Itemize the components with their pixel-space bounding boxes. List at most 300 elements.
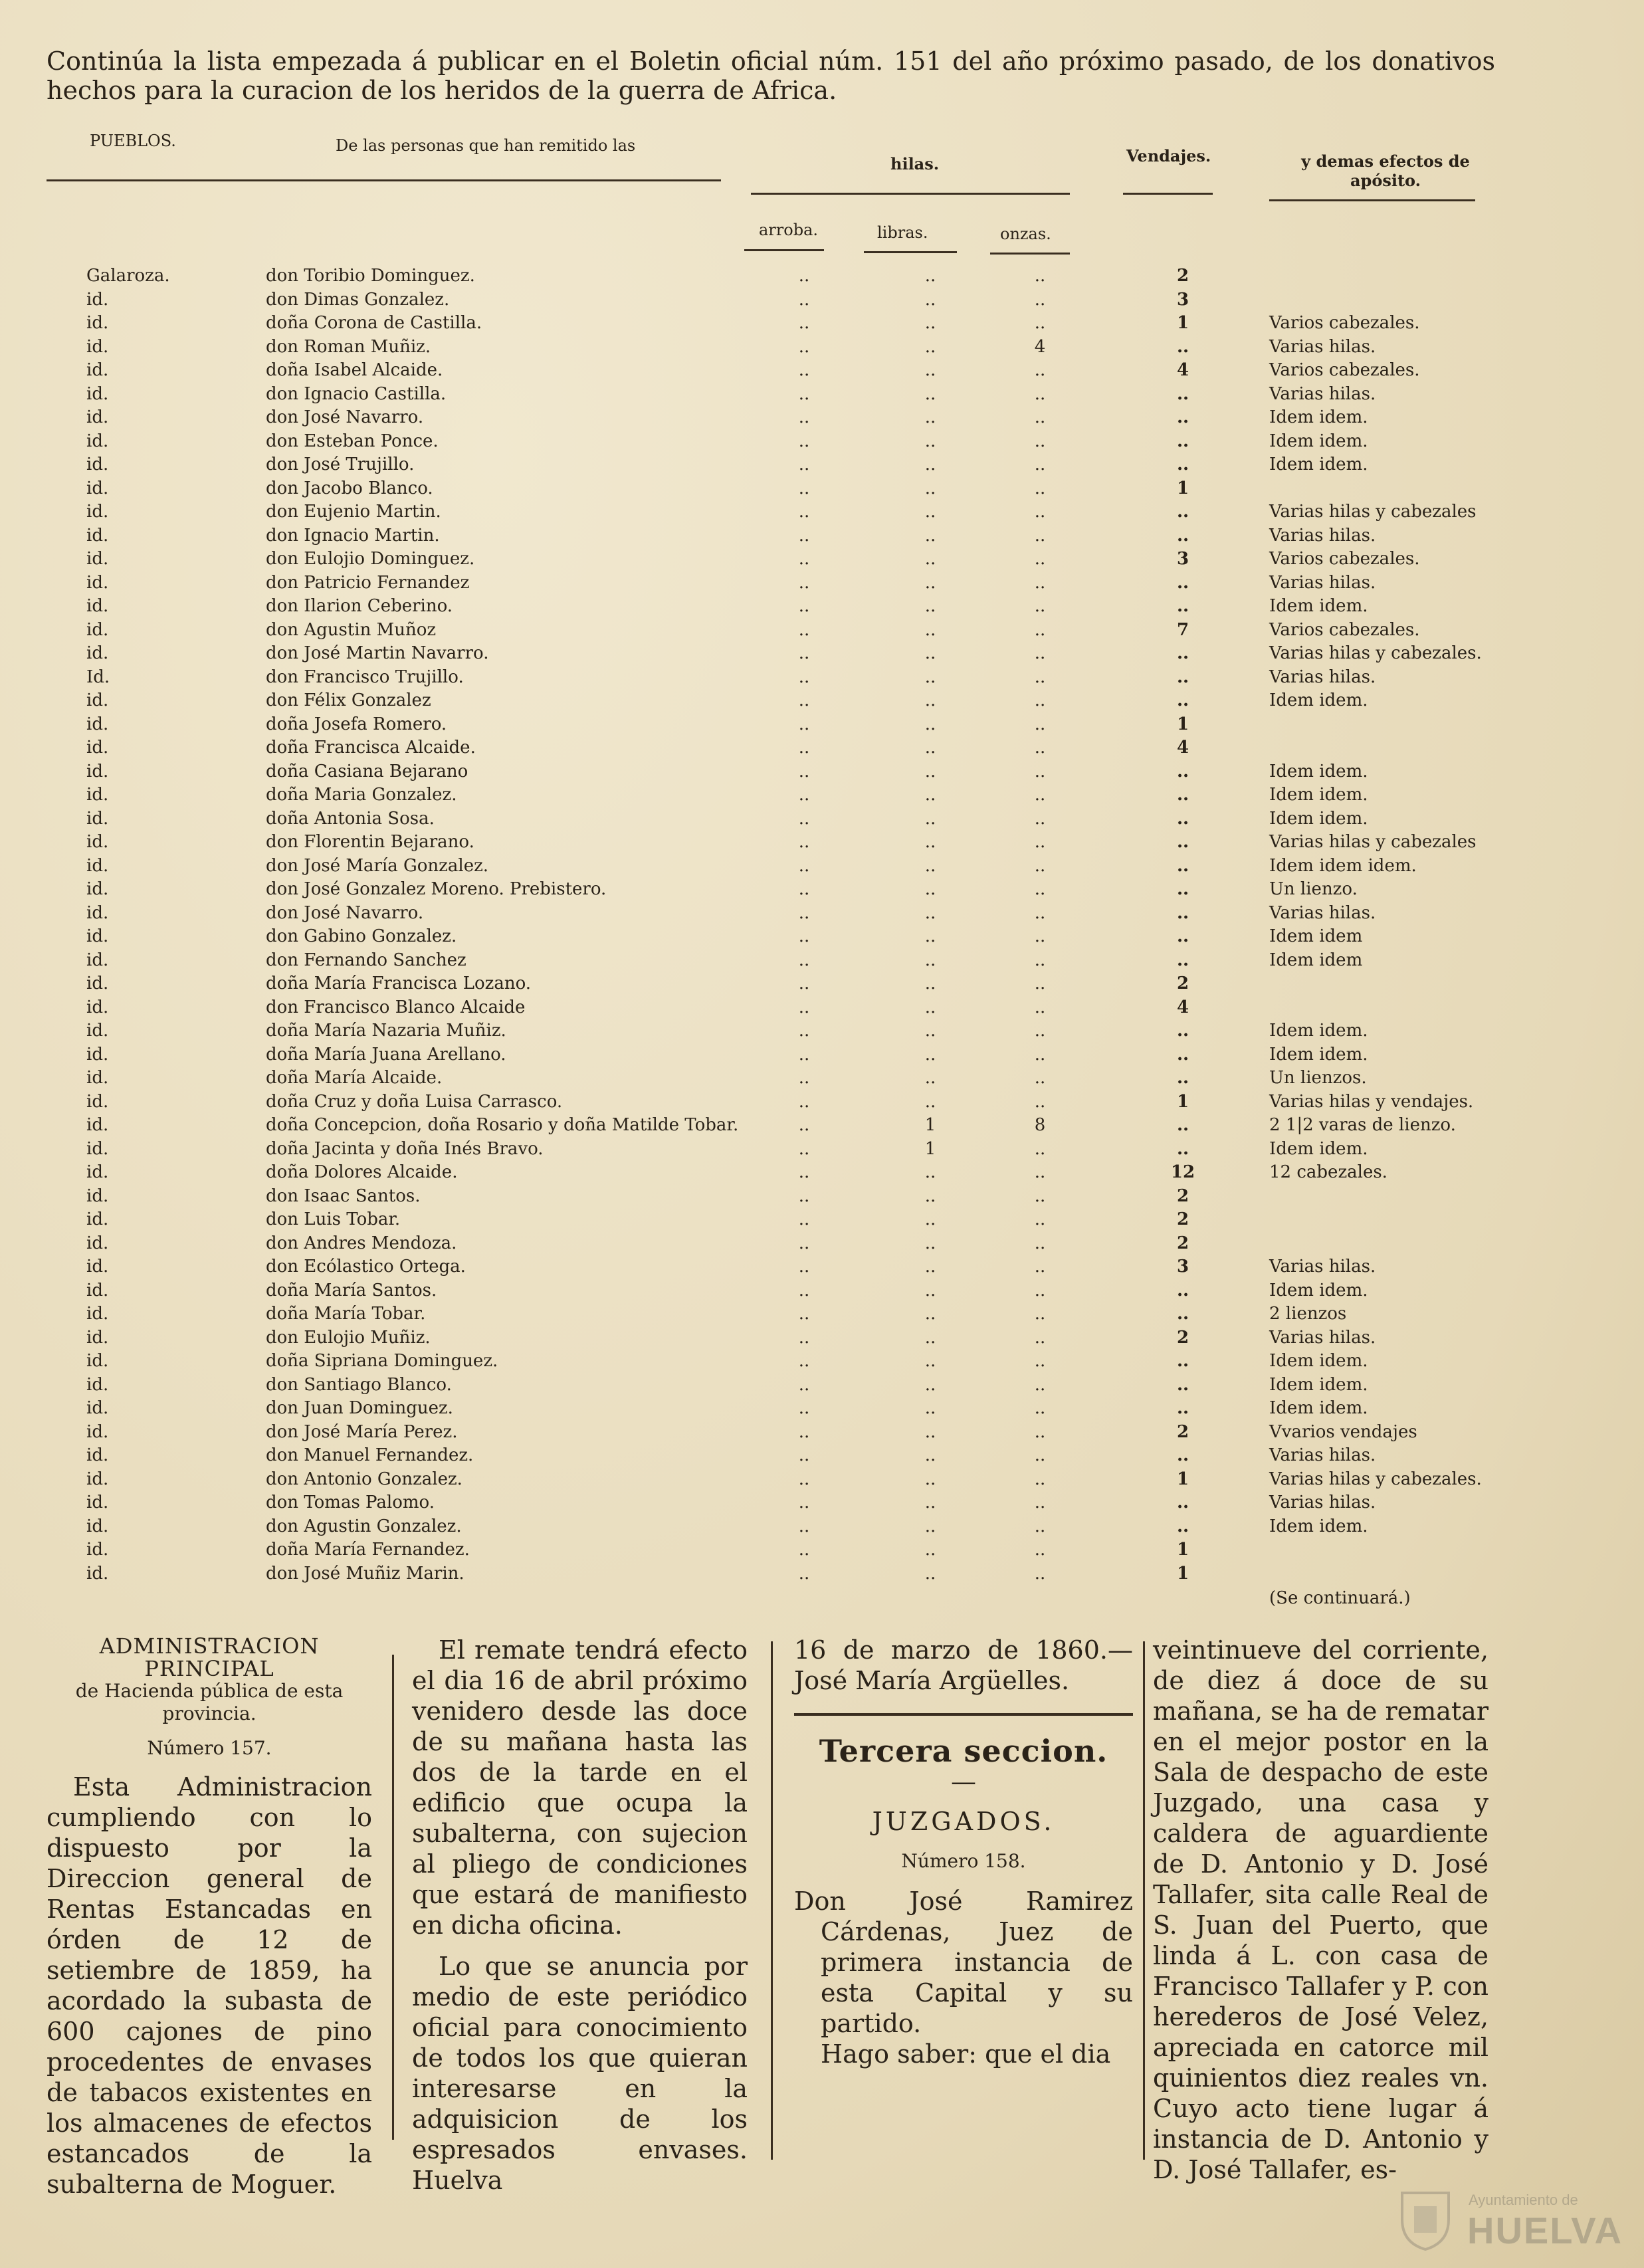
cell-onzas: .. [1034, 1445, 1046, 1465]
cell-libras: .. [924, 785, 936, 805]
cell-arroba: .. [798, 690, 810, 710]
cell-name: doña Corona de Castilla. [266, 313, 482, 333]
cell-libras: .. [924, 902, 936, 923]
table-row [0, 1208, 1644, 1231]
cell-efectos: Idem idem [1269, 950, 1363, 970]
cell-libras: .. [924, 1327, 936, 1348]
cell-name: don Florentin Bejarano. [266, 832, 474, 852]
cell-vendajes: .. [1176, 1044, 1189, 1065]
cell-name: don José Gonzalez Moreno. Prebistero. [266, 879, 607, 899]
cell-pueblo: id. [86, 1493, 109, 1512]
table-row [0, 949, 1644, 972]
cell-arroba: .. [798, 266, 810, 286]
cell-libras: .. [924, 383, 936, 404]
cell-pueblo: Galaroza. [86, 266, 170, 286]
cell-libras: .. [924, 1257, 936, 1277]
admin-title: ADMINISTRACION PRINCIPAL [99, 1633, 320, 1681]
cell-name: don Roman Muñiz. [266, 336, 431, 357]
cell-vendajes: 4 [1176, 360, 1189, 380]
cell-arroba: .. [798, 478, 810, 498]
header-arroba: arroba. [759, 221, 819, 239]
cell-pueblo: id. [86, 336, 109, 357]
cell-onzas: .. [1034, 478, 1046, 498]
cell-arroba: .. [798, 1280, 810, 1300]
cell-arroba: .. [798, 1493, 810, 1512]
cell-arroba: .. [798, 1186, 810, 1206]
table-row [0, 807, 1644, 831]
cell-name: doña Maria Gonzalez. [266, 785, 457, 805]
cell-arroba: .. [798, 1304, 810, 1324]
cell-name: don Ilarion Ceberino. [266, 596, 453, 616]
header-rule-left [47, 179, 721, 181]
cell-arroba: .. [798, 997, 810, 1017]
cell-vendajes: 3 [1176, 289, 1189, 310]
table-row [0, 642, 1644, 665]
header-rule-hilas [751, 193, 1070, 195]
cell-vendajes: 4 [1176, 738, 1189, 758]
cell-pueblo: id. [86, 1304, 109, 1324]
cell-arroba: .. [798, 1209, 810, 1229]
cell-efectos: Idem idem [1269, 926, 1363, 946]
cell-onzas: .. [1034, 549, 1046, 569]
cell-efectos: Varias hilas. [1269, 525, 1376, 546]
cell-libras: .. [924, 1280, 936, 1300]
cell-onzas: .. [1034, 1068, 1046, 1088]
cell-vendajes: .. [1176, 1351, 1189, 1371]
cell-vendajes: 2 [1176, 1209, 1189, 1229]
cell-vendajes: .. [1176, 1304, 1189, 1324]
table-row [0, 1444, 1644, 1467]
cell-libras: .. [924, 1162, 936, 1182]
cell-vendajes: 2 [1176, 1421, 1189, 1442]
cell-pueblo: id. [86, 431, 109, 451]
cell-arroba: .. [798, 549, 810, 569]
cell-libras: .. [924, 360, 936, 380]
cell-efectos: 12 cabezales. [1269, 1162, 1387, 1182]
cell-onzas: .. [1034, 1091, 1046, 1112]
cell-pueblo: id. [86, 525, 109, 546]
section-rule [794, 1713, 1133, 1716]
cell-name: don José Navarro. [266, 407, 424, 427]
header-rule-arroba [744, 249, 824, 251]
cell-arroba: .. [798, 1421, 810, 1442]
cell-pueblo: id. [86, 596, 109, 616]
cell-arroba: .. [798, 313, 810, 333]
cell-arroba: .. [798, 1162, 810, 1182]
cell-arroba: .. [798, 360, 810, 380]
cell-pueblo: id. [86, 1374, 109, 1395]
remate-p1: El remate tendrá efecto el dia 16 de abril próximo venidero desde las doce de su mañana hasta las dos de la tarde en el edificio que ocupa la subalterna, con sujecion al pliego de condiciones que estará de manifiesto en dicha oficina. [412, 1635, 748, 1940]
cell-pueblo: id. [86, 1398, 109, 1418]
cell-efectos: Idem idem. [1269, 455, 1368, 474]
cell-arroba: .. [798, 643, 810, 663]
cell-vendajes: .. [1176, 926, 1189, 946]
cell-efectos: Idem idem. [1269, 1516, 1368, 1536]
cell-libras: .. [924, 1516, 936, 1536]
cell-libras: .. [924, 950, 936, 970]
cell-name: doña María Tobar. [266, 1304, 426, 1324]
cell-name: doña María Fernandez. [266, 1540, 470, 1560]
cell-efectos: Varias hilas y cabezales [1269, 832, 1477, 852]
cell-libras: .. [924, 1021, 936, 1041]
cell-vendajes: .. [1176, 1398, 1189, 1418]
cell-onzas: .. [1034, 572, 1046, 593]
cell-pueblo: id. [86, 1421, 109, 1442]
cell-onzas: .. [1034, 1044, 1046, 1065]
cell-efectos: Un lienzo. [1269, 879, 1358, 899]
header-personas: De las personas que han remitido las [336, 136, 636, 155]
cell-arroba: .. [798, 431, 810, 451]
cell-pueblo: id. [86, 974, 109, 993]
cell-pueblo: id. [86, 383, 109, 404]
cell-vendajes: 3 [1176, 1257, 1189, 1277]
cell-name: don Dimas Gonzalez. [266, 289, 450, 310]
cell-libras: .. [924, 1304, 936, 1324]
cell-arroba: .. [798, 667, 810, 687]
cell-vendajes: .. [1176, 785, 1189, 805]
cell-pueblo: id. [86, 855, 109, 876]
cell-libras: .. [924, 1469, 936, 1489]
cell-onzas: .. [1034, 1469, 1046, 1489]
cell-onzas: .. [1034, 1304, 1046, 1324]
cell-name: don Agustin Muñoz [266, 619, 437, 640]
table-row [0, 548, 1644, 571]
cell-vendajes: .. [1176, 643, 1189, 663]
cell-onzas: .. [1034, 997, 1046, 1017]
cell-arroba: .. [798, 855, 810, 876]
cell-name: don Esteban Ponce. [266, 431, 439, 451]
cell-arroba: .. [798, 1398, 810, 1418]
cell-pueblo: id. [86, 1516, 109, 1536]
cell-pueblo: id. [86, 1257, 109, 1277]
cell-efectos: Varias hilas. [1269, 383, 1376, 404]
cell-vendajes: 7 [1176, 619, 1189, 640]
column-divider-3 [1143, 1641, 1145, 2160]
cell-vendajes: 1 [1176, 1091, 1189, 1112]
cell-onzas: .. [1034, 383, 1046, 404]
cell-pueblo: id. [86, 738, 109, 758]
cell-libras: .. [924, 549, 936, 569]
cell-name: doña María Francisca Lozano. [266, 974, 532, 993]
cell-vendajes: .. [1176, 879, 1189, 899]
cell-libras: .. [924, 1445, 936, 1465]
cell-vendajes: .. [1176, 1445, 1189, 1465]
cell-efectos: Idem idem. [1269, 1138, 1368, 1159]
cell-onzas: .. [1034, 1021, 1046, 1041]
cell-pueblo: id. [86, 360, 109, 380]
cell-arroba: .. [798, 1327, 810, 1348]
cell-vendajes: 1 [1176, 1469, 1189, 1489]
cell-pueblo: id. [86, 313, 109, 333]
date-signature: 16 de marzo de 1860.—José María Argüelles. [794, 1635, 1133, 1695]
cell-efectos: Varias hilas. [1269, 572, 1376, 593]
cell-arroba: .. [798, 525, 810, 546]
cell-arroba: .. [798, 1044, 810, 1065]
cell-arroba: .. [798, 572, 810, 593]
cell-efectos: Idem idem. [1269, 761, 1368, 781]
cell-efectos: Varias hilas. [1269, 1257, 1376, 1277]
cell-vendajes: .. [1176, 525, 1189, 546]
cell-libras: .. [924, 926, 936, 946]
cell-libras: .. [924, 336, 936, 357]
cell-libras: .. [924, 266, 936, 286]
cell-pueblo: id. [86, 785, 109, 805]
cell-onzas: .. [1034, 1516, 1046, 1536]
cell-libras: .. [924, 478, 936, 498]
cell-name: doña Antonia Sosa. [266, 808, 435, 829]
cell-vendajes: 3 [1176, 549, 1189, 569]
cell-efectos: Idem idem. [1269, 808, 1368, 829]
table-row [0, 1043, 1644, 1067]
cell-efectos: Idem idem. [1269, 431, 1368, 451]
cell-vendajes: .. [1176, 383, 1189, 404]
cell-name: don Félix Gonzalez [266, 690, 431, 710]
cell-onzas: .. [1034, 926, 1046, 946]
table-row [0, 1397, 1644, 1420]
cell-pueblo: id. [86, 1540, 109, 1560]
cell-onzas: .. [1034, 1327, 1046, 1348]
cell-name: don Patricio Fernandez [266, 572, 470, 593]
table-row [0, 1185, 1644, 1208]
table-row [0, 1067, 1644, 1090]
cell-name: doña María Juana Arellano. [266, 1044, 506, 1065]
table-row [0, 713, 1644, 736]
cell-efectos: Varios cabezales. [1269, 619, 1420, 640]
column-administracion [47, 1635, 372, 2200]
cell-name: don José Trujillo. [266, 455, 415, 474]
cell-name: doña Cruz y doña Luisa Carrasco. [266, 1091, 563, 1112]
cell-pueblo: id. [86, 690, 109, 710]
cell-arroba: .. [798, 808, 810, 829]
cell-vendajes: 2 [1176, 974, 1189, 993]
cell-arroba: .. [798, 1257, 810, 1277]
table-row [0, 1515, 1644, 1538]
cell-name: don Eulojio Muñiz. [266, 1327, 431, 1348]
cell-name: don Manuel Fernandez. [266, 1445, 474, 1465]
column-remate-casa [1153, 1635, 1489, 2185]
cell-efectos: Varias hilas y vendajes. [1269, 1091, 1474, 1112]
cell-pueblo: id. [86, 1068, 109, 1088]
cell-pueblo: id. [86, 1445, 109, 1465]
cell-libras: .. [924, 313, 936, 333]
cell-pueblo: id. [86, 1115, 109, 1135]
cell-efectos: Varias hilas. [1269, 1327, 1376, 1348]
cell-vendajes: 2 [1176, 1327, 1189, 1348]
cell-onzas: .. [1034, 738, 1046, 758]
table-row [0, 996, 1644, 1019]
cell-libras: .. [924, 1186, 936, 1206]
intro-paragraph: Continúa la lista empezada á publicar en el Boletin oficial núm. 151 del año próximo pasado, de los donativos hechos para la curacion de los heridos de la guerra de Africa. [47, 47, 1495, 105]
cell-libras: .. [924, 431, 936, 451]
cell-arroba: .. [798, 714, 810, 734]
table-row [0, 1161, 1644, 1184]
table-row [0, 878, 1644, 901]
cell-name: doña Isabel Alcaide. [266, 360, 443, 380]
cell-vendajes: .. [1176, 690, 1189, 710]
cell-vendajes: .. [1176, 832, 1189, 852]
cell-name: don José María Gonzalez. [266, 855, 489, 876]
cell-arroba: .. [798, 383, 810, 404]
table-row [0, 666, 1644, 689]
cell-vendajes: .. [1176, 1280, 1189, 1300]
cell-onzas: 8 [1034, 1115, 1046, 1135]
cell-vendajes: .. [1176, 431, 1189, 451]
cell-name: don Francisco Trujillo. [266, 667, 464, 687]
cell-efectos: Varios cabezales. [1269, 549, 1420, 569]
cell-name: don Andres Mendoza. [266, 1233, 457, 1253]
cell-onzas: .. [1034, 619, 1046, 640]
cell-vendajes: .. [1176, 1138, 1189, 1159]
cell-onzas: .. [1034, 1257, 1046, 1277]
cell-libras: .. [924, 1493, 936, 1512]
cell-onzas: .. [1034, 313, 1046, 333]
cell-arroba: .. [798, 902, 810, 923]
column-remate [412, 1635, 748, 2196]
cell-name: doña María Nazaria Muñiz. [266, 1021, 506, 1041]
cell-pueblo: id. [86, 549, 109, 569]
table-row [0, 1138, 1644, 1161]
cell-libras: .. [924, 832, 936, 852]
cell-onzas: .. [1034, 525, 1046, 546]
cell-vendajes: .. [1176, 761, 1189, 781]
cell-arroba: .. [798, 1068, 810, 1088]
cell-onzas: .. [1034, 407, 1046, 427]
table-row [0, 1090, 1644, 1114]
cell-onzas: .. [1034, 808, 1046, 829]
cell-onzas: .. [1034, 667, 1046, 687]
cell-libras: .. [924, 761, 936, 781]
cell-onzas: .. [1034, 1162, 1046, 1182]
cell-vendajes: 1 [1176, 1563, 1189, 1584]
cell-efectos: 2 lienzos [1269, 1304, 1347, 1324]
cell-onzas: .. [1034, 785, 1046, 805]
header-rule-vendajes [1123, 193, 1213, 195]
cell-name: doña Francisca Alcaide. [266, 738, 476, 758]
table-row [0, 925, 1644, 948]
table-row [0, 783, 1644, 807]
cell-arroba: .. [798, 1445, 810, 1465]
cell-efectos: Varias hilas. [1269, 336, 1376, 357]
cell-arroba: .. [798, 926, 810, 946]
cell-efectos: Un lienzos. [1269, 1068, 1367, 1088]
cell-pueblo: id. [86, 1351, 109, 1371]
huelva-logo [1389, 2180, 1628, 2253]
table-row [0, 359, 1644, 382]
cell-vendajes: .. [1176, 455, 1189, 474]
cell-pueblo: id. [86, 1044, 109, 1065]
table-row [0, 383, 1644, 406]
cell-arroba: .. [798, 336, 810, 357]
cell-efectos: Varias hilas. [1269, 1493, 1376, 1512]
cell-libras: .. [924, 455, 936, 474]
cell-vendajes: .. [1176, 1374, 1189, 1395]
cell-libras: .. [924, 596, 936, 616]
cell-pueblo: id. [86, 950, 109, 970]
cell-vendajes: .. [1176, 502, 1189, 522]
cell-arroba: .. [798, 619, 810, 640]
cell-arroba: .. [798, 1540, 810, 1560]
cell-name: don Isaac Santos. [266, 1186, 421, 1206]
cell-libras: .. [924, 572, 936, 593]
cell-onzas: .. [1034, 1563, 1046, 1584]
cell-efectos: Varias hilas. [1269, 902, 1376, 923]
cell-onzas: .. [1034, 1351, 1046, 1371]
cell-vendajes: .. [1176, 667, 1189, 687]
cell-name: don Tomas Palomo. [266, 1493, 435, 1512]
cell-name: don Juan Dominguez. [266, 1398, 453, 1418]
table-row [0, 619, 1644, 642]
admin-numero: Número 157. [147, 1737, 272, 1759]
cell-onzas: .. [1034, 902, 1046, 923]
cell-vendajes: .. [1176, 1068, 1189, 1088]
cell-arroba: .. [798, 1138, 810, 1159]
cell-onzas: .. [1034, 596, 1046, 616]
cell-pueblo: id. [86, 1021, 109, 1041]
table-row [0, 1255, 1644, 1279]
cell-arroba: .. [798, 455, 810, 474]
table-row [0, 831, 1644, 854]
cell-pueblo: id. [86, 1091, 109, 1112]
cell-name: doña María Alcaide. [266, 1068, 443, 1088]
cell-arroba: .. [798, 407, 810, 427]
table-row [0, 571, 1644, 595]
cell-efectos: Idem idem. [1269, 1398, 1368, 1418]
cell-onzas: .. [1034, 974, 1046, 993]
cell-vendajes: .. [1176, 1516, 1189, 1536]
cell-efectos: Idem idem idem. [1269, 855, 1417, 876]
table-row [0, 1302, 1644, 1326]
cell-name: don Eujenio Martin. [266, 502, 441, 522]
cell-name: don Agustin Gonzalez. [266, 1516, 462, 1536]
cell-vendajes: 4 [1176, 997, 1189, 1017]
cell-arroba: .. [798, 1374, 810, 1395]
table-row [0, 736, 1644, 760]
cell-onzas: .. [1034, 1233, 1046, 1253]
cell-efectos: 2 1|2 varas de lienzo. [1269, 1115, 1456, 1135]
column-divider-2 [771, 1641, 773, 2160]
cell-onzas: .. [1034, 1186, 1046, 1206]
header-pueblos: PUEBLOS. [90, 132, 176, 150]
cell-vendajes: .. [1176, 950, 1189, 970]
column-divider-1 [392, 1655, 394, 2140]
cell-libras: .. [924, 1351, 936, 1371]
admin-subtitle: de Hacienda pública de esta provincia. [75, 1680, 344, 1724]
cell-efectos: Idem idem. [1269, 407, 1368, 427]
table-row [0, 453, 1644, 476]
cell-onzas: .. [1034, 289, 1046, 310]
cell-arroba: .. [798, 502, 810, 522]
cell-name: don Fernando Sanchez [266, 950, 466, 970]
table-row [0, 760, 1644, 783]
cell-arroba: .. [798, 738, 810, 758]
cell-arroba: .. [798, 596, 810, 616]
cell-pueblo: id. [86, 1162, 109, 1182]
cell-onzas: .. [1034, 1280, 1046, 1300]
cell-arroba: .. [798, 1516, 810, 1536]
cell-onzas: .. [1034, 1138, 1046, 1159]
cell-pueblo: id. [86, 997, 109, 1017]
cell-onzas: .. [1034, 1493, 1046, 1512]
cell-efectos: Idem idem. [1269, 1374, 1368, 1395]
cell-arroba: .. [798, 950, 810, 970]
header-hilas: hilas. [890, 154, 940, 173]
logo-line1: Ayuntamiento de [1469, 2192, 1578, 2208]
cell-arroba: .. [798, 832, 810, 852]
cell-name: don Santiago Blanco. [266, 1374, 452, 1395]
cell-libras: .. [924, 974, 936, 993]
cell-pueblo: id. [86, 761, 109, 781]
cell-vendajes: .. [1176, 855, 1189, 876]
